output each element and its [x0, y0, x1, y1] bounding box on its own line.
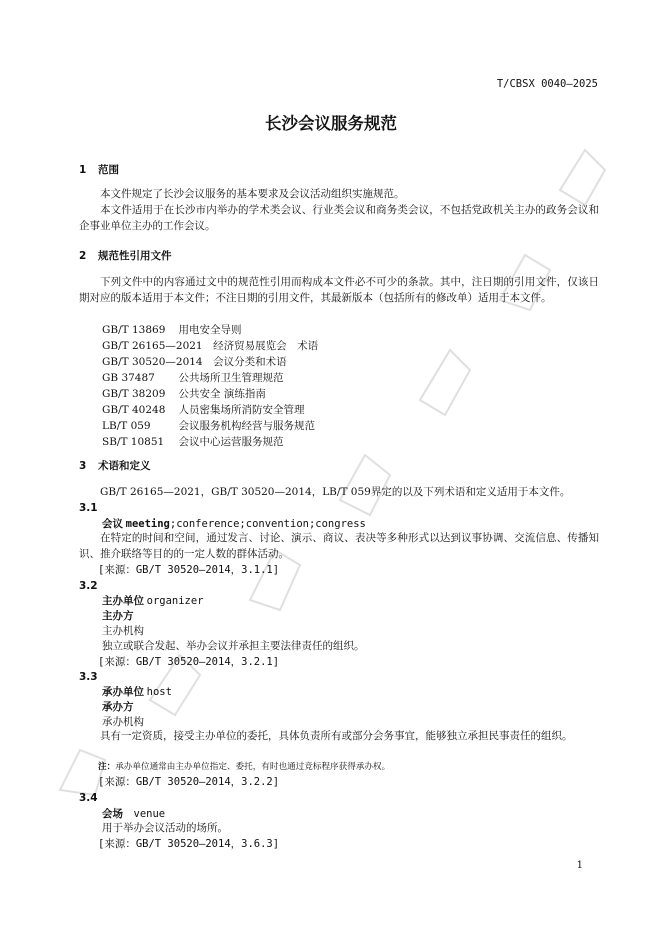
reference-item: GB/T 40248 人员密集场所消防安全管理: [102, 404, 305, 416]
reference-item: LB/T 059 会议服务机构经营与服务规范: [102, 420, 315, 432]
section-title: 规范性引用文件: [98, 250, 172, 262]
term-alternative: 承办方: [102, 701, 134, 713]
reference-item: GB/T 38209 公共安全 演练指南: [102, 388, 266, 400]
term-heading: 主办单位 organizer: [102, 595, 204, 607]
term-note: 注：承办单位通常由主办单位指定、委托，有时也通过竞标程序获得承办权。: [98, 762, 391, 772]
term-heading: 承办单位 host: [102, 686, 172, 698]
reference-item: GB/T 30520—2014 会议分类和术语: [102, 356, 287, 368]
section-3-heading: [79, 458, 151, 473]
document-number: T/CBSX 0040—2025: [496, 78, 598, 90]
term-source: [来源：GB/T 30520—2014，3.6.3]: [98, 838, 280, 850]
section-2-paragraph-1: 下列文件中的内容通过文中的规范性引用而构成本文件必不可少的条款。其中，注日期的引用文件，仅该日期对应的版本适用于本文件；不注日期的引用文件，其最新版本（包括所有的修改单）适用于本文件。: [79, 276, 599, 304]
term-alternative: 主办方: [102, 610, 134, 622]
term-source: [来源：GB/T 30520—2014，3.1.1]: [98, 564, 280, 576]
term-number: 3.2: [79, 580, 98, 592]
page-number: 1: [576, 860, 583, 871]
term-heading: 会场 venue: [102, 808, 166, 820]
term-alternative-2: 主办机构: [102, 625, 144, 637]
term-definition: 具有一定资质，接受主办单位的委托，具体负责所有或部分会务事宜，能够独立承担民事责任的组织。: [100, 730, 573, 742]
section-title: 术语和定义: [98, 460, 151, 472]
term-number: 3.4: [79, 792, 98, 804]
section-title: 范围: [98, 164, 119, 176]
reference-item: SB/T 10851 会议中心运营服务规范: [102, 436, 284, 448]
term-number: 3.1: [79, 502, 98, 514]
section-number: 1: [79, 164, 87, 176]
reference-item: GB 37487 公共场所卫生管理规范: [102, 372, 284, 384]
section-number: 3: [79, 460, 87, 472]
section-1-heading: [79, 162, 119, 177]
term-source: [来源：GB/T 30520—2014，3.2.1]: [98, 656, 280, 668]
reference-item: GB/T 26165—2021 经济贸易展览会 术语: [102, 340, 319, 352]
page-title: 长沙会议服务规范: [265, 114, 397, 133]
section-3-intro: GB/T 26165—2021，GB/T 30520—2014，LB/T 059界定的以及下列术语和定义适用于本文件。: [100, 486, 571, 498]
term-source: [来源：GB/T 30520—2014，3.2.2]: [98, 776, 280, 788]
term-definition: 用于举办会议活动的场所。: [102, 822, 228, 834]
term-number: 3.3: [79, 671, 98, 683]
term-alternative-2: 承办机构: [102, 716, 144, 728]
reference-item: GB/T 13869 用电安全导则: [102, 324, 242, 336]
term-definition: 在特定的时间和空间，通过发言、讨论、演示、商议、表决等多种形式以达到议事协调、交流信息、传播知识、推介联络等目的的一定人数的群体活动。: [79, 532, 599, 560]
section-2-heading: [79, 248, 172, 263]
section-number: 2: [79, 250, 87, 262]
term-heading: 会议 meeting;conference;convention;congress: [102, 518, 366, 530]
section-1-paragraph-1: 本文件规定了长沙会议服务的基本要求及会议活动组织实施规范。: [100, 188, 405, 200]
section-1-paragraph-2: 本文件适用于在长沙市内举办的学术类会议、行业类会议和商务类会议，不包括党政机关主办的政务会议和企事业单位主办的工作会议。: [79, 204, 599, 232]
term-definition: 独立或联合发起、举办会议并承担主要法律责任的组织。: [102, 640, 365, 652]
